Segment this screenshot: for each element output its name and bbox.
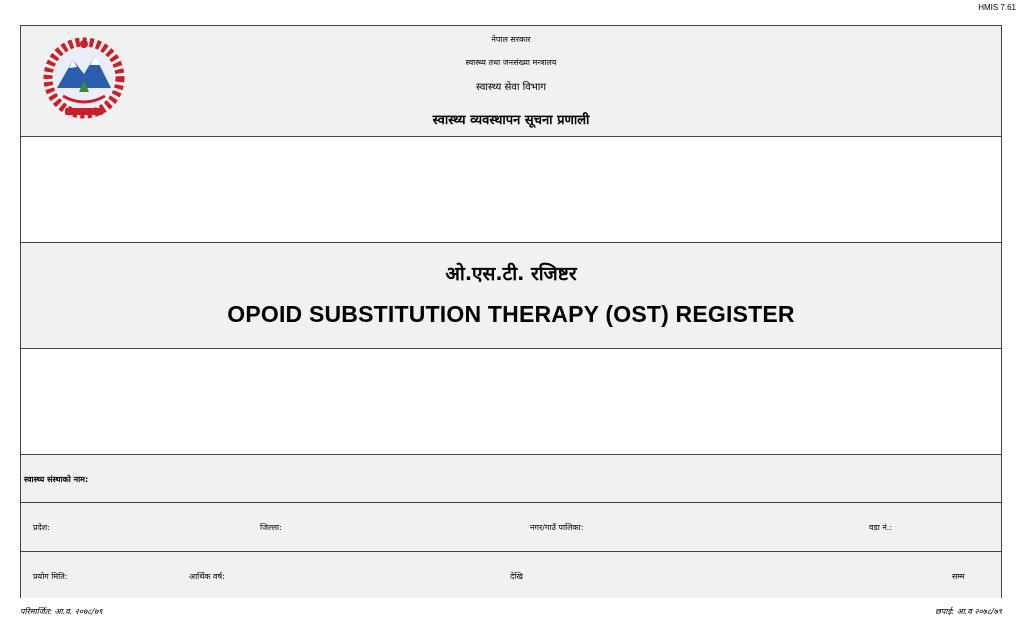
printed-note: छपाई: आ.व २०७८/७९ [935, 607, 1002, 616]
facility-name-label: स्वास्थ्य संस्थाको नाम: [24, 475, 89, 484]
to-label: सम्म [952, 572, 965, 581]
ministry-name: स्वास्थ्य तथा जनसंख्या मन्त्रालय [465, 58, 557, 67]
register-cover [20, 25, 1002, 598]
municipality-label: नगर/गाउँ पालिका: [530, 523, 584, 532]
government-header [21, 26, 1001, 137]
blank-section-top [21, 137, 1001, 243]
title-section [21, 243, 1001, 349]
register-title-english: OPOID SUBSTITUTION THERAPY (OST) REGISTER [227, 301, 795, 327]
nepal-emblem-icon [35, 34, 133, 122]
fiscal-year-label: आर्थिक वर्ष: [189, 572, 225, 581]
district-label: जिल्ला: [260, 523, 282, 532]
revised-note: परिमार्जित: आ.व. २०७८/७९ [20, 607, 103, 616]
ward-label: वडा नं.: [869, 523, 893, 532]
form-code: HMIS 7.61 [978, 3, 1016, 12]
blank-section-bottom [21, 349, 1001, 455]
government-name: नेपाल सरकार [491, 35, 531, 44]
register-title-nepali: ओ.एस.टी. रजिष्टर [445, 263, 577, 285]
location-row [21, 503, 1001, 552]
system-name: स्वास्थ्य व्यवस्थापन सूचना प्रणाली [432, 113, 590, 128]
usage-date-label: प्रयोग मिति: [33, 572, 68, 581]
date-row [21, 552, 1001, 598]
province-label: प्रदेश: [33, 523, 50, 532]
from-label: देखि [510, 572, 523, 581]
department-name: स्वास्थ्य सेवा विभाग [475, 82, 547, 93]
facility-row [21, 455, 1001, 503]
